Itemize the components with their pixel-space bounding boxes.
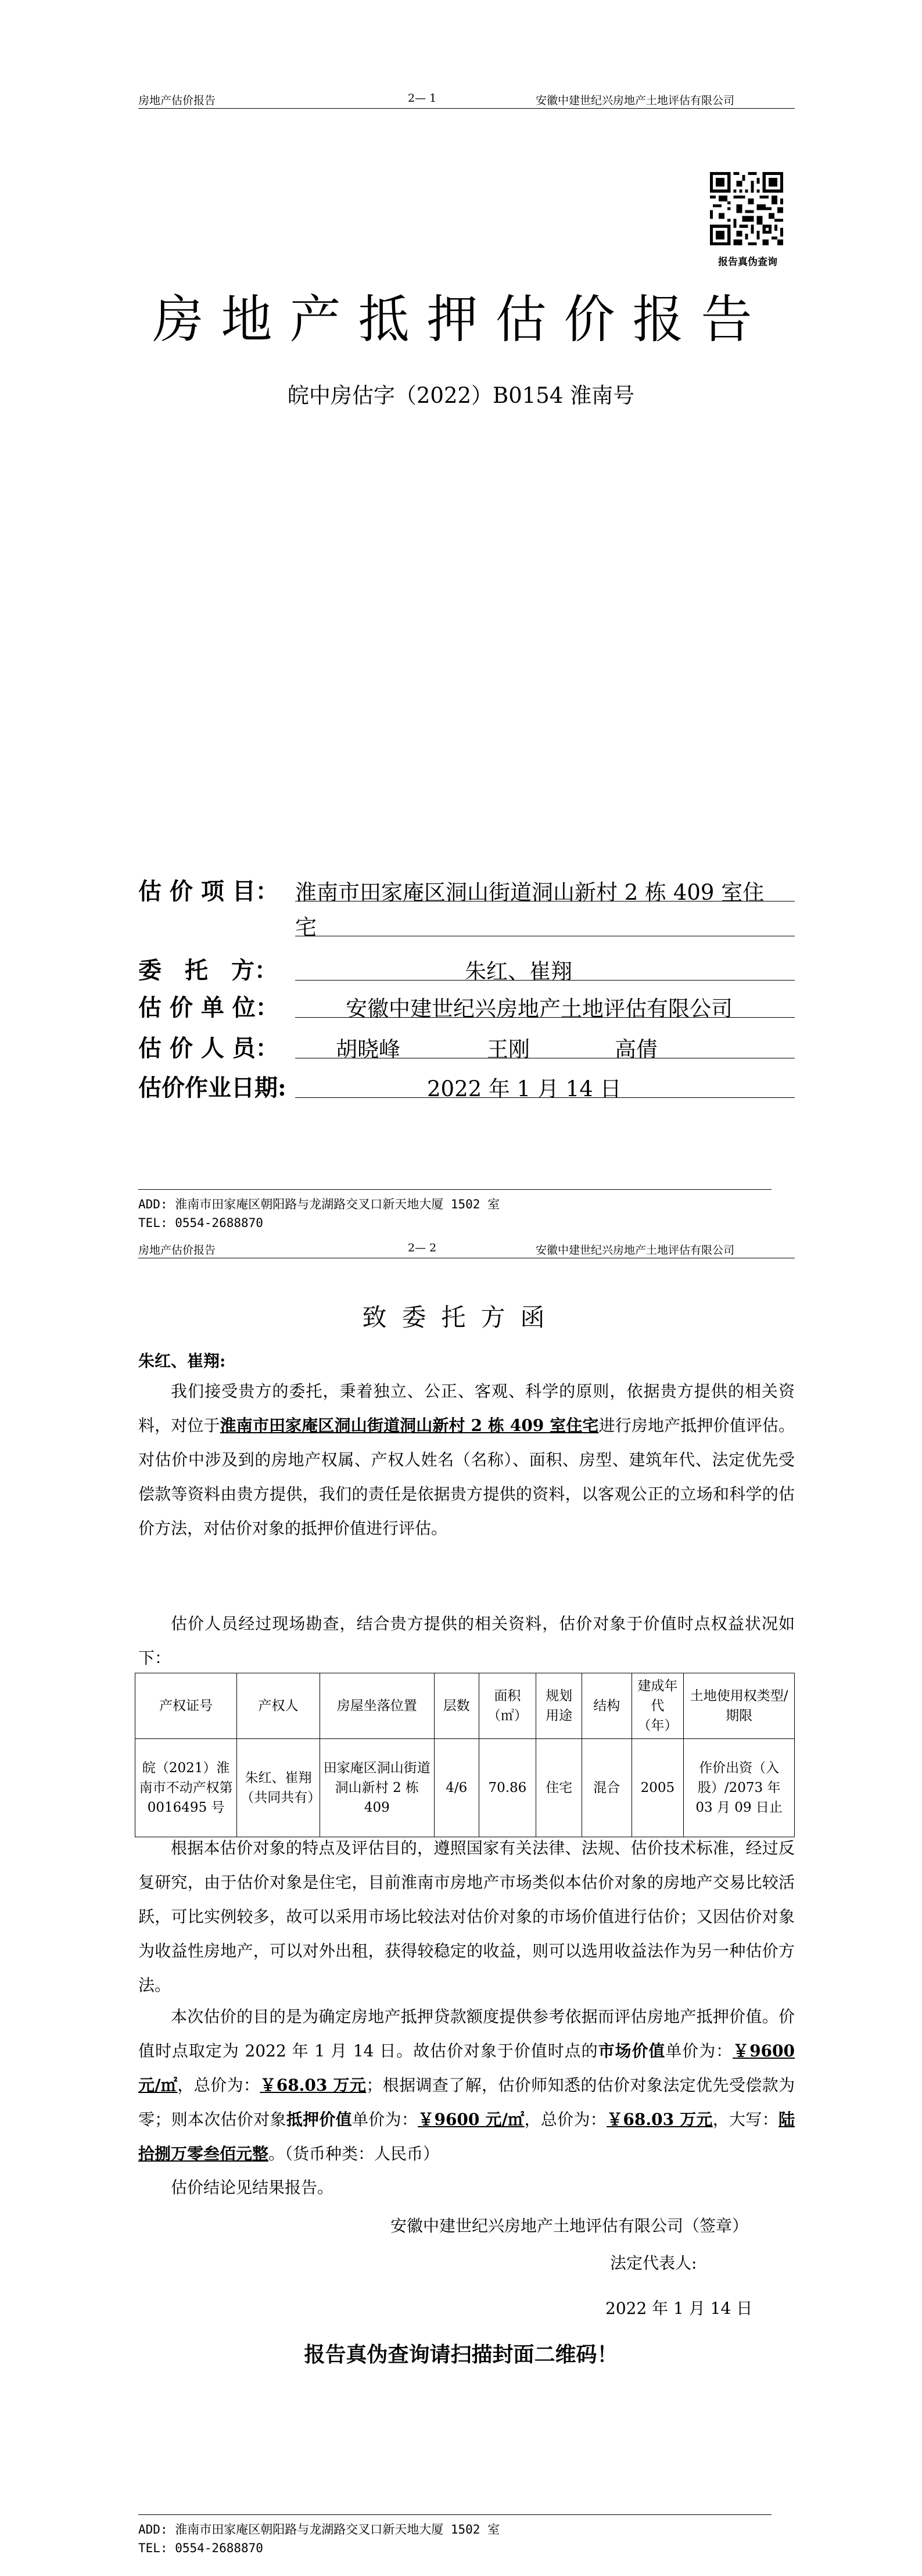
qr-caption: 报告真伪查询 (718, 256, 777, 268)
date-underline (295, 1097, 795, 1098)
table-header-row (135, 1673, 795, 1739)
table-cell: 田家庵区洞山街道洞山新村 2 栋 409 (320, 1739, 434, 1837)
letter-paragraph-1: 我们接受贵方的委托，秉着独立、公正、客观、科学的原则，依据贵方提供的相关资料，对位于淮南市田家庵区洞山街道洞山新村 2 栋 409 室住宅进行房地产抵押价值评估。对估价中涉及到的房地产权属、产权人姓名（名称）、面积、房型、建筑年代、法定优先受偿款等资料由贵方提供，我们的责任是依据贵方提供的资料，以客观公正的立场和科学的估价方法，对估价对象的抵押价值进行评估。 (138, 1382, 795, 1538)
unit-label: 估 价 单 位： (138, 994, 279, 1021)
table-header-cell: 面积（㎡） (479, 1673, 536, 1739)
table-cell: 皖（2021）淮南市不动产权第 0016495 号 (135, 1739, 237, 1837)
signature-representative: 法定代表人: (610, 2253, 697, 2273)
table-header-cell: 产权证号 (135, 1673, 237, 1739)
table-header-cell: 建成年代（年） (632, 1673, 684, 1739)
footer-address: ADD: 淮南市田家庵区朝阳路与龙湖路交叉口新天地大厦 1502 室 (138, 1197, 500, 1211)
report-number: 皖中房估字（2022）B0154 淮南号 (287, 383, 635, 408)
footer-rule (138, 1189, 772, 1190)
letter-paragraph-3: 根据本估价对象的特点及评估目的，遵照国家有关法律、法规、估价技术标准，经过反复研究，由于估价对象是住宅，目前淮南市房地产市场类似本估价对象的房地产交易比较活跃，可比实例较多，故可以采用市场比较法对估价对象的市场价值进行估价；又因估价对象为收益性房地产，可以对外出租，获得较稳定的收益，则可以选用收益法作为另一种估价方法。 (138, 1838, 795, 1995)
footer-tel-2: TEL: 0554-2688870 (138, 2541, 263, 2555)
table-cell: 2005 (632, 1739, 684, 1837)
table-header-cell: 房屋坐落位置 (320, 1673, 434, 1739)
date-label: 估价作业日期: (138, 1074, 286, 1101)
table-cell: 作价出资（入股）/2073 年 03 月 09 日止 (684, 1739, 795, 1837)
header-left-2: 房地产估价报告 (138, 1244, 216, 1257)
table-header-cell: 结构 (582, 1673, 632, 1739)
project-value-line1: 淮南市田家庵区洞山街道洞山新村 2 栋 409 室住 (295, 880, 765, 905)
table-header-cell: 产权人 (237, 1673, 320, 1739)
header-rule (138, 108, 795, 109)
footer-address-2: ADD: 淮南市田家庵区朝阳路与龙湖路交叉口新天地大厦 1502 室 (138, 2523, 500, 2536)
verification-notice: 报告真伪查询请扫描封面二维码！ (304, 2342, 618, 2367)
signature-company: 安徽中建世纪兴房地产土地评估有限公司（签章） (390, 2216, 749, 2235)
table-header-cell: 土地使用权类型/期限 (684, 1673, 795, 1739)
table-cell: 朱红、崔翔（共同共有） (237, 1739, 320, 1837)
header-left: 房地产估价报告 (138, 94, 216, 107)
staff-name-3: 高倩 (615, 1037, 658, 1062)
header-right-2: 安徽中建世纪兴房地产土地评估有限公司 (536, 1244, 735, 1257)
table-cell: 混合 (582, 1739, 632, 1837)
mortgage-unit-price: ￥9600 元/㎡ (418, 2110, 525, 2129)
footer-rule-2 (138, 2514, 772, 2515)
staff-name-2: 王刚 (487, 1037, 530, 1062)
report-title: 房地产抵押估价报告 (152, 289, 770, 349)
unit-underline (295, 1017, 795, 1018)
letter-title: 致委托方函 (362, 1303, 560, 1332)
qr-code-icon (710, 172, 783, 245)
staff-name-1: 胡晓峰 (336, 1037, 400, 1062)
amount-in-words: 陆拾捌万零叁佰元整 (138, 2110, 795, 2163)
letter-paragraph-5: 估价结论见结果报告。 (171, 2178, 334, 2197)
unit-value: 安徽中建世纪兴房地产土地评估有限公司 (346, 996, 733, 1021)
property-table (135, 1673, 795, 1837)
header-right: 安徽中建世纪兴房地产土地评估有限公司 (536, 94, 735, 107)
table-cell: 70.86 (479, 1739, 536, 1837)
project-value-line2: 宅 (295, 915, 317, 940)
mortgage-total-price: ￥68.03 万元 (607, 2110, 713, 2129)
table-cell: 住宅 (536, 1739, 582, 1837)
table-row (135, 1739, 795, 1837)
footer-tel: TEL: 0554-2688870 (138, 1216, 263, 1230)
market-total-price: ￥68.03 万元 (260, 2076, 367, 2095)
letter-salutation: 朱红、崔翔: (138, 1351, 226, 1371)
letter-paragraph-2: 估价人员经过现场勘查，结合贵方提供的相关资料，估价对象于价值时点权益状况如下： (138, 1614, 795, 1668)
client-underline (295, 980, 795, 981)
header-page-number: 2— 1 (408, 92, 437, 105)
client-value: 朱红、崔翔 (465, 959, 572, 984)
market-unit-price: ￥9600 元/㎡ (138, 2041, 795, 2095)
signature-date: 2022 年 1 月 14 日 (605, 2299, 753, 2318)
table-header-cell: 层数 (434, 1673, 479, 1739)
project-label: 估 价 项 目： (138, 878, 279, 905)
property-address-highlight: 淮南市田家庵区洞山街道洞山新村 2 栋 409 室住宅 (220, 1416, 599, 1435)
header-page-number-2: 2— 2 (408, 1242, 437, 1254)
table-header-cell: 规划用途 (536, 1673, 582, 1739)
date-value: 2022 年 1 月 14 日 (427, 1076, 622, 1101)
staff-label: 估 价 人 员： (138, 1035, 279, 1062)
table-cell: 4/6 (434, 1739, 479, 1837)
letter-paragraph-4: 本次估价的目的是为确定房地产抵押贷款额度提供参考依据而评估房地产抵押价值。价值时点取定为 2022 年 1 月 14 日。故估价对象于价值时点的市场价值单价为：￥9600 元/㎡，总价为：￥68.03 万元；根据调查了解，估价师知悉的估价对象法定优先受偿款为零；则本次估价对象抵押价值单价为：￥9600 元/㎡，总价为：￥68.03 万元，大写：陆拾捌万零叁佰元整。（货币种类：人民币） (138, 2007, 795, 2163)
client-label: 委 托 方： (138, 957, 278, 984)
